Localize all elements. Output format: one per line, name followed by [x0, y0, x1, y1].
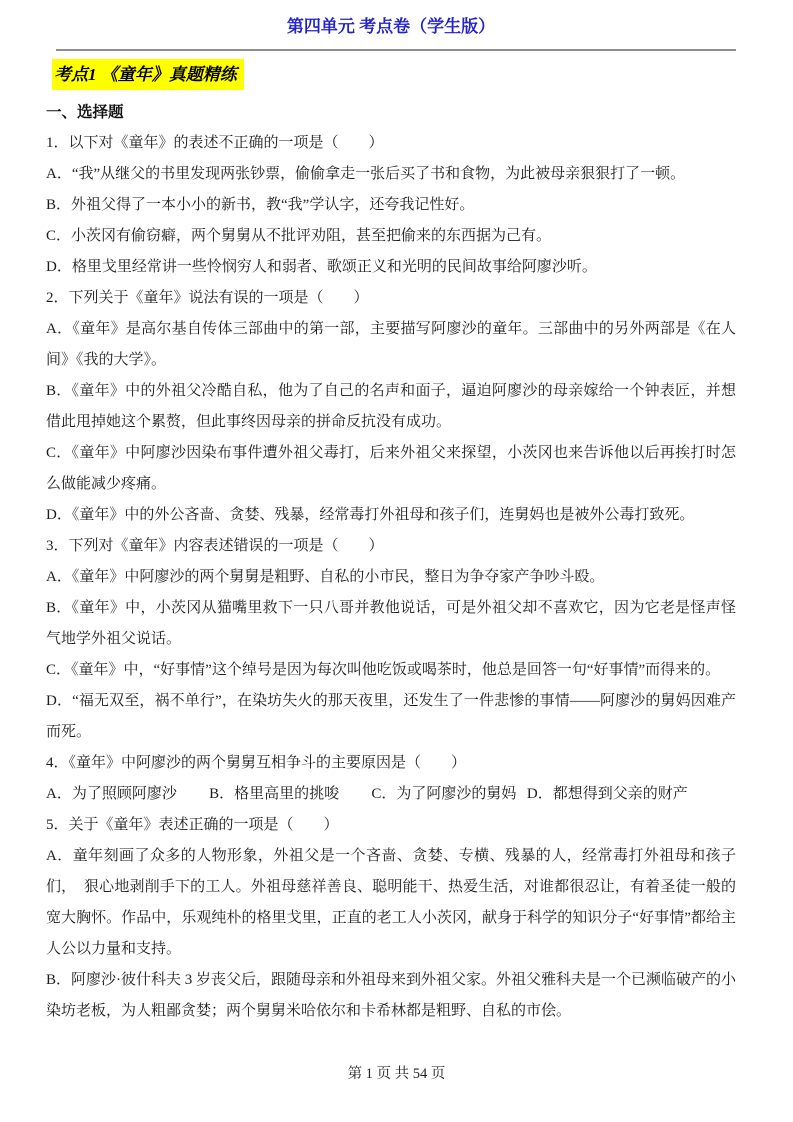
question-3-option-c: C．《童年》中，“好事情”这个绰号是因为每次叫他吃饭或喝茶时，他总是回答一句“好事情”而得来的。 [46, 662, 721, 678]
question-list [46, 128, 736, 1027]
question-4-option-c: C．为了阿廖沙的舅妈 [371, 786, 517, 802]
question-5-stem: 5．关于《童年》表述正确的一项是（ ） [46, 817, 339, 833]
question-4-option-d: D．都想得到父亲的财产 [526, 786, 688, 802]
question-1-stem: 1．以下对《童年》的表述不正确的一项是（ ） [46, 135, 384, 151]
question-1-option-b: B．外祖父得了一本小小的新书，教“我”学认字，还夸我记性好。 [46, 197, 475, 213]
question-1-option-d: D．格里戈里经常讲一些怜悯穷人和弱者、歌颂正义和光明的民间故事给阿廖沙听。 [46, 259, 597, 275]
topic-heading [52, 59, 736, 90]
question-5-option-a: A．童年刻画了众多的人物形象，外祖父是一个吝啬、贪婪、专横、残暴的人，经常毒打外祖母和孩子们， 狠心地剥削手下的工人。外祖母慈祥善良、聪明能干、热爱生活，对谁都很忍让，有着圣徒一般的宽大胸怀。作品中，乐观纯朴的格里戈里，正直的老工人小茨冈，献身于科学的知识分子“好事情”都给主人公以力量和支持。 [46, 848, 736, 957]
question-1-option-a: A．“我”从继父的书里发现两张钞票，偷偷拿走一张后买了书和食物，为此被母亲狠狠打了一顿。 [46, 166, 686, 182]
section-heading: 一、选择题 [46, 104, 124, 121]
question-4-option-b: B．格里高里的挑唆 [209, 786, 340, 802]
page-title: 第四单元 考点卷（学生版） [286, 17, 496, 36]
page-footer: 第 1 页 共 54 页 [347, 1066, 446, 1082]
question-1-option-c: C．小茨冈有偷窃癖，两个舅舅从不批评劝阻，甚至把偷来的东西据为己有。 [46, 228, 552, 244]
question-4-option-a: A．为了照顾阿廖沙 [46, 786, 177, 802]
question-5-option-b: B．阿廖沙·彼什科夫 3 岁丧父后，跟随母亲和外祖母来到外祖父家。外祖父雅科夫是一个已濒临破产的小染坊老板，为人粗鄙贪婪；两个舅舅米哈依尔和卡希林都是粗野、自私的市侩。 [46, 972, 737, 1019]
question-2-option-b: B．《童年》中的外祖父冷酷自私，他为了自己的名声和面子，逼迫阿廖沙的母亲嫁给一个钟表匠，并想借此甩掉她这个累赘，但此事终因母亲的拼命反抗没有成功。 [46, 383, 736, 430]
question-3-option-d: D．“福无双至，祸不单行”，在染坊失火的那天夜里，还发生了一件悲惨的事情——阿廖沙的舅妈因难产而死。 [46, 693, 736, 740]
question-3-stem: 3．下列对《童年》内容表述错误的一项是（ ） [46, 538, 384, 554]
question-4-stem: 4．《童年》中阿廖沙的两个舅舅互相争斗的主要原因是（ ） [46, 755, 467, 771]
question-2-option-d: D．《童年》中的外公吝啬、贪婪、残暴，经常毒打外祖母和孩子们，连舅妈也是被外公毒打致死。 [46, 507, 695, 523]
topic-heading-highlight: 考点1 《童年》真题精练 [52, 59, 244, 90]
header-divider [56, 49, 736, 51]
question-3-option-a: A．《童年》中阿廖沙的两个舅舅是粗野、自私的小市民，整日为争夺家产争吵斗殴。 [46, 569, 605, 585]
question-4-options-row [46, 779, 736, 810]
question-2-option-c: C．《童年》中阿廖沙因染布事件遭外祖父毒打，后来外祖父来探望，小茨冈也来告诉他以后再挨打时怎么做能减少疼痛。 [46, 445, 736, 492]
question-2-stem: 2．下列关于《童年》说法有误的一项是（ ） [46, 290, 369, 306]
question-3-option-b: B．《童年》中，小茨冈从猫嘴里救下一只八哥并教他说话，可是外祖父却不喜欢它，因为它老是怪声怪气地学外祖父说话。 [46, 600, 736, 647]
question-2-option-a: A．《童年》是高尔基自传体三部曲中的第一部，主要描写阿廖沙的童年。三部曲中的另外两部是《在人间》《我的大学》。 [46, 321, 736, 368]
